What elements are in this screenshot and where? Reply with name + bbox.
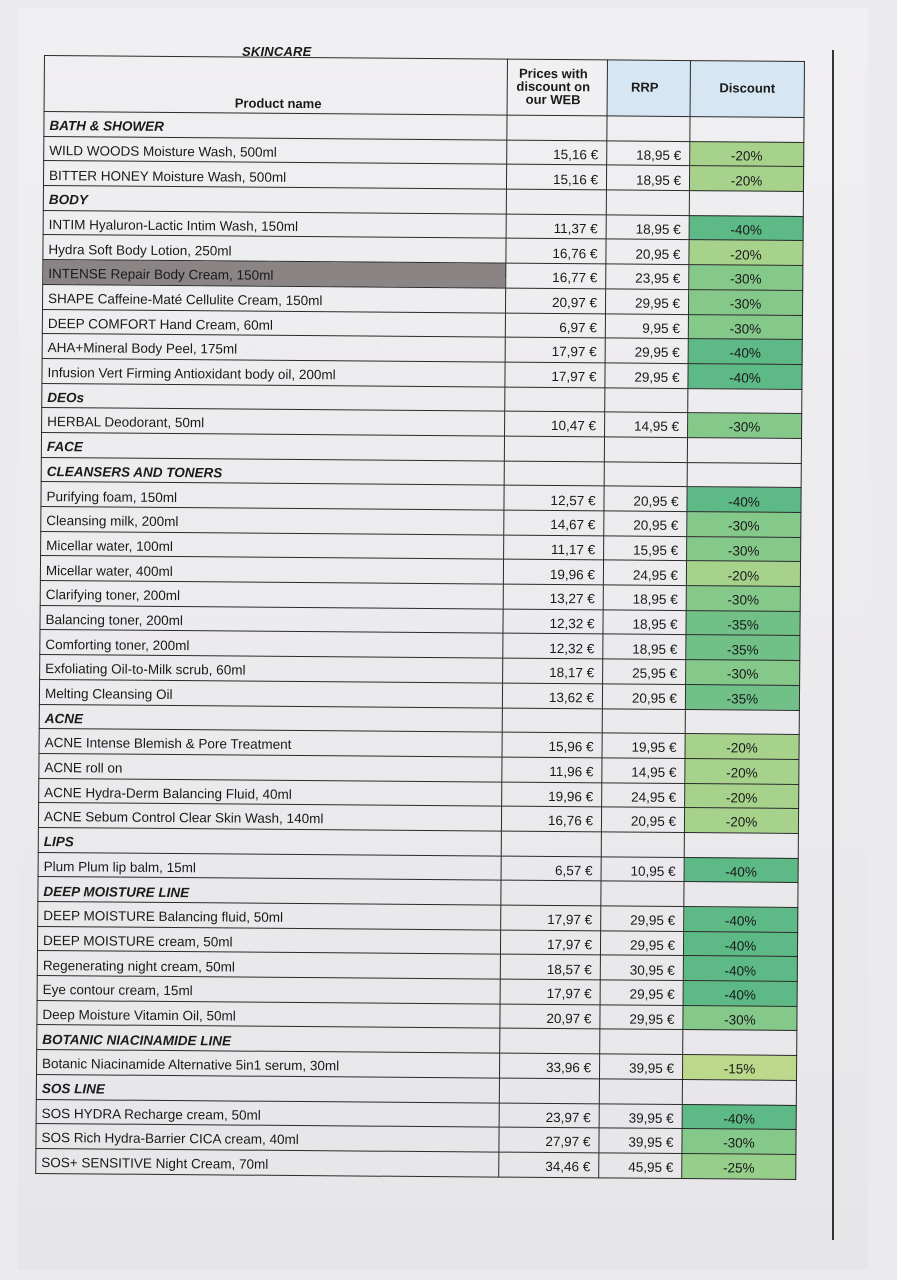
rrp-price: 45,95 € (599, 1153, 682, 1178)
product-name: AHA+Mineral Body Peel, 175ml (42, 334, 505, 362)
product-name: Melting Cleansing Oil (39, 679, 502, 707)
web-price: 10,47 € (505, 411, 605, 436)
discount-badge: -20% (686, 561, 800, 587)
rrp-price: 20,95 € (601, 807, 684, 832)
web-price: 18,57 € (500, 954, 600, 979)
section-label: DEEP MOISTURE LINE (38, 877, 501, 905)
empty-cell (505, 387, 605, 412)
rrp-price: 29,95 € (605, 363, 688, 388)
discount-badge: -40% (683, 931, 797, 957)
product-name: Plum Plum lip balm, 15ml (38, 852, 501, 880)
web-price: 11,37 € (506, 214, 606, 239)
discount-badge: -15% (682, 1055, 796, 1081)
rrp-price: 29,95 € (600, 1005, 683, 1030)
web-price: 17,97 € (500, 979, 600, 1004)
discount-badge: -20% (685, 783, 799, 809)
rrp-price: 18,95 € (607, 141, 690, 166)
product-name: Eye contour cream, 15ml (37, 976, 500, 1004)
product-name: Infusion Vert Firming Antioxidant body oil, 200ml (42, 358, 505, 386)
web-price: 16,77 € (506, 263, 606, 288)
rrp-price: 20,95 € (604, 511, 687, 536)
web-price: 11,96 € (502, 757, 602, 782)
rrp-price: 25,95 € (603, 659, 686, 684)
web-price: 12,32 € (503, 634, 603, 659)
discount-badge: -40% (683, 956, 797, 982)
web-price: 13,27 € (503, 584, 603, 609)
product-name: DEEP MOISTURE cream, 50ml (37, 926, 500, 954)
web-price: 19,96 € (502, 782, 602, 807)
empty-cell (601, 832, 684, 857)
web-price: 34,46 € (499, 1152, 599, 1177)
rrp-price: 14,95 € (605, 412, 688, 437)
product-name: Micellar water, 400ml (40, 556, 503, 584)
header-product-name: Product name (44, 56, 507, 116)
product-name: INTIM Hyaluron-Lactic Intim Wash, 150ml (43, 210, 506, 238)
table-header-row (44, 56, 804, 118)
discount-badge: -40% (687, 487, 801, 513)
empty-cell (606, 190, 689, 215)
empty-cell (607, 116, 690, 141)
rrp-price: 18,95 € (606, 215, 689, 240)
empty-cell (682, 1079, 796, 1105)
discount-badge: -20% (684, 808, 798, 834)
product-name: DEEP COMFORT Hand Cream, 60ml (42, 309, 505, 337)
discount-badge: -40% (683, 981, 797, 1007)
document-title: SKINCARE (242, 44, 312, 59)
discount-badge: -40% (684, 857, 798, 883)
section-label: BOTANIC NIACINAMIDE LINE (37, 1025, 500, 1053)
empty-cell (688, 388, 802, 414)
web-price: 16,76 € (501, 806, 601, 831)
rrp-price: 19,95 € (602, 733, 685, 758)
rrp-price: 24,95 € (602, 782, 685, 807)
discount-badge: -20% (685, 758, 799, 784)
rrp-price: 39,95 € (599, 1054, 682, 1079)
web-price: 33,96 € (499, 1053, 599, 1078)
product-name: ACNE Intense Blemish & Pore Treatment (39, 729, 502, 757)
discount-badge: -30% (688, 289, 802, 315)
rrp-price: 30,95 € (600, 955, 683, 980)
section-label: ACNE (39, 704, 502, 732)
rrp-price: 20,95 € (602, 684, 685, 709)
web-price: 20,97 € (505, 288, 605, 313)
discount-badge: -40% (688, 339, 802, 365)
discount-badge: -30% (682, 1129, 796, 1155)
rrp-price: 15,95 € (604, 536, 687, 561)
rrp-price: 29,95 € (601, 906, 684, 931)
web-price: 23,97 € (499, 1103, 599, 1128)
web-price: 12,57 € (504, 485, 604, 510)
web-price: 15,16 € (506, 165, 606, 190)
empty-cell (604, 437, 687, 462)
empty-cell (685, 709, 799, 735)
discount-badge: -40% (684, 907, 798, 933)
empty-cell (506, 189, 606, 214)
web-price: 6,97 € (505, 313, 605, 338)
web-price: 27,97 € (499, 1127, 599, 1152)
rrp-price: 9,95 € (605, 313, 688, 338)
empty-cell (600, 1029, 683, 1054)
product-name: BITTER HONEY Moisture Wash, 500ml (43, 161, 506, 189)
header-discount: Discount (690, 61, 804, 118)
product-name: Micellar water, 100ml (41, 531, 504, 559)
empty-cell (683, 1030, 797, 1056)
web-price: 17,97 € (501, 905, 601, 930)
rrp-price: 20,95 € (604, 486, 687, 511)
web-price: 16,76 € (506, 239, 606, 264)
discount-badge: -40% (689, 215, 803, 241)
price-table (35, 55, 805, 1180)
discount-badge: -20% (690, 141, 804, 167)
product-name: Purifying foam, 150ml (41, 482, 504, 510)
section-label: BATH & SHOWER (44, 112, 507, 140)
rrp-price: 29,95 € (605, 338, 688, 363)
empty-cell (687, 438, 801, 464)
empty-cell (599, 1079, 682, 1104)
empty-cell (687, 462, 801, 488)
product-name: WILD WOODS Moisture Wash, 500ml (44, 136, 507, 164)
section-label: DEOs (42, 383, 505, 411)
web-price: 20,97 € (500, 1004, 600, 1029)
product-name: Cleansing milk, 200ml (41, 506, 504, 534)
rrp-price: 18,95 € (606, 165, 689, 190)
discount-badge: -30% (683, 1005, 797, 1031)
discount-badge: -40% (682, 1104, 796, 1130)
web-price: 19,96 € (503, 559, 603, 584)
discount-badge: -30% (689, 265, 803, 291)
empty-cell (504, 461, 604, 486)
product-name: Regenerating night cream, 50ml (37, 951, 500, 979)
discount-badge: -35% (685, 684, 799, 710)
product-name: DEEP MOISTURE Balancing fluid, 50ml (38, 901, 501, 929)
web-price: 17,97 € (505, 362, 605, 387)
rrp-price: 10,95 € (601, 857, 684, 882)
product-name: ACNE Hydra-Derm Balancing Fluid, 40ml (39, 778, 502, 806)
web-price: 11,17 € (504, 535, 604, 560)
rrp-price: 18,95 € (603, 634, 686, 659)
product-name: Deep Moisture Vitamin Oil, 50ml (37, 1000, 500, 1028)
empty-cell (500, 1029, 600, 1054)
empty-cell (502, 708, 602, 733)
product-name: SOS+ SENSITIVE Night Cream, 70ml (36, 1148, 499, 1176)
web-price: 15,96 € (502, 732, 602, 757)
discount-badge: -20% (685, 734, 799, 760)
discount-badge: -25% (682, 1153, 796, 1179)
rrp-price: 18,95 € (603, 585, 686, 610)
product-name: SOS HYDRA Recharge cream, 50ml (36, 1099, 499, 1127)
discount-badge: -40% (688, 363, 802, 389)
section-label: LIPS (38, 827, 501, 855)
discount-badge: -30% (686, 660, 800, 686)
rrp-price: 39,95 € (599, 1103, 682, 1128)
discount-badge: -30% (686, 586, 800, 612)
product-name: ACNE Sebum Control Clear Skin Wash, 140ml (38, 803, 501, 831)
empty-cell (601, 881, 684, 906)
table-row (36, 1148, 796, 1179)
discount-badge: -20% (689, 240, 803, 266)
header-web-price: Prices with discount on our WEB (507, 59, 607, 116)
product-name: Exfoliating Oil-to-Milk scrub, 60ml (40, 655, 503, 683)
rrp-price: 29,95 € (600, 980, 683, 1005)
web-price: 6,57 € (501, 856, 601, 881)
product-name: INTENSE Repair Body Cream, 150ml (43, 260, 506, 288)
rrp-price: 23,95 € (606, 264, 689, 289)
web-price: 17,97 € (500, 930, 600, 955)
discount-badge: -35% (686, 635, 800, 661)
price-table-body (36, 56, 805, 1179)
empty-cell (504, 436, 604, 461)
empty-cell (499, 1078, 599, 1103)
empty-cell (507, 115, 607, 140)
section-label: FACE (41, 432, 504, 460)
rrp-price: 29,95 € (600, 931, 683, 956)
section-label: CLEANSERS AND TONERS (41, 457, 504, 485)
product-name: Clarifying toner, 200ml (40, 581, 503, 609)
empty-cell (602, 708, 685, 733)
web-price: 18,17 € (503, 658, 603, 683)
discount-badge: -35% (686, 610, 800, 636)
web-price: 17,97 € (505, 337, 605, 362)
empty-cell (605, 387, 688, 412)
product-name: Comforting toner, 200ml (40, 630, 503, 658)
right-margin-line (832, 50, 834, 1240)
empty-cell (684, 832, 798, 858)
product-name: SHAPE Caffeine-Maté Cellulite Cream, 150ml (43, 284, 506, 312)
product-name: Hydra Soft Body Lotion, 250ml (43, 235, 506, 263)
empty-cell (604, 462, 687, 487)
web-price: 12,32 € (503, 609, 603, 634)
section-label: SOS LINE (36, 1074, 499, 1102)
web-price: 14,67 € (504, 510, 604, 535)
discount-badge: -30% (688, 314, 802, 340)
empty-cell (501, 831, 601, 856)
discount-badge: -30% (687, 512, 801, 538)
product-name: Balancing toner, 200ml (40, 605, 503, 633)
web-price: 13,62 € (502, 683, 602, 708)
empty-cell (689, 191, 803, 217)
empty-cell (684, 882, 798, 908)
rrp-price: 18,95 € (603, 610, 686, 635)
product-name: SOS Rich Hydra-Barrier CICA cream, 40ml (36, 1124, 499, 1152)
rrp-price: 29,95 € (605, 289, 688, 314)
rrp-price: 14,95 € (602, 758, 685, 783)
empty-cell (690, 117, 804, 143)
section-label: BODY (43, 186, 506, 214)
rrp-price: 39,95 € (599, 1128, 682, 1153)
rrp-price: 24,95 € (603, 560, 686, 585)
discount-badge: -30% (687, 536, 801, 562)
web-price: 15,16 € (507, 140, 607, 165)
discount-badge: -30% (688, 413, 802, 439)
product-name: ACNE roll on (39, 753, 502, 781)
product-name: Botanic Niacinamide Alternative 5in1 serum, 30ml (36, 1050, 499, 1078)
discount-badge: -20% (689, 166, 803, 192)
empty-cell (501, 880, 601, 905)
header-rrp: RRP (607, 60, 690, 117)
rrp-price: 20,95 € (606, 239, 689, 264)
product-name: HERBAL Deodorant, 50ml (42, 408, 505, 436)
